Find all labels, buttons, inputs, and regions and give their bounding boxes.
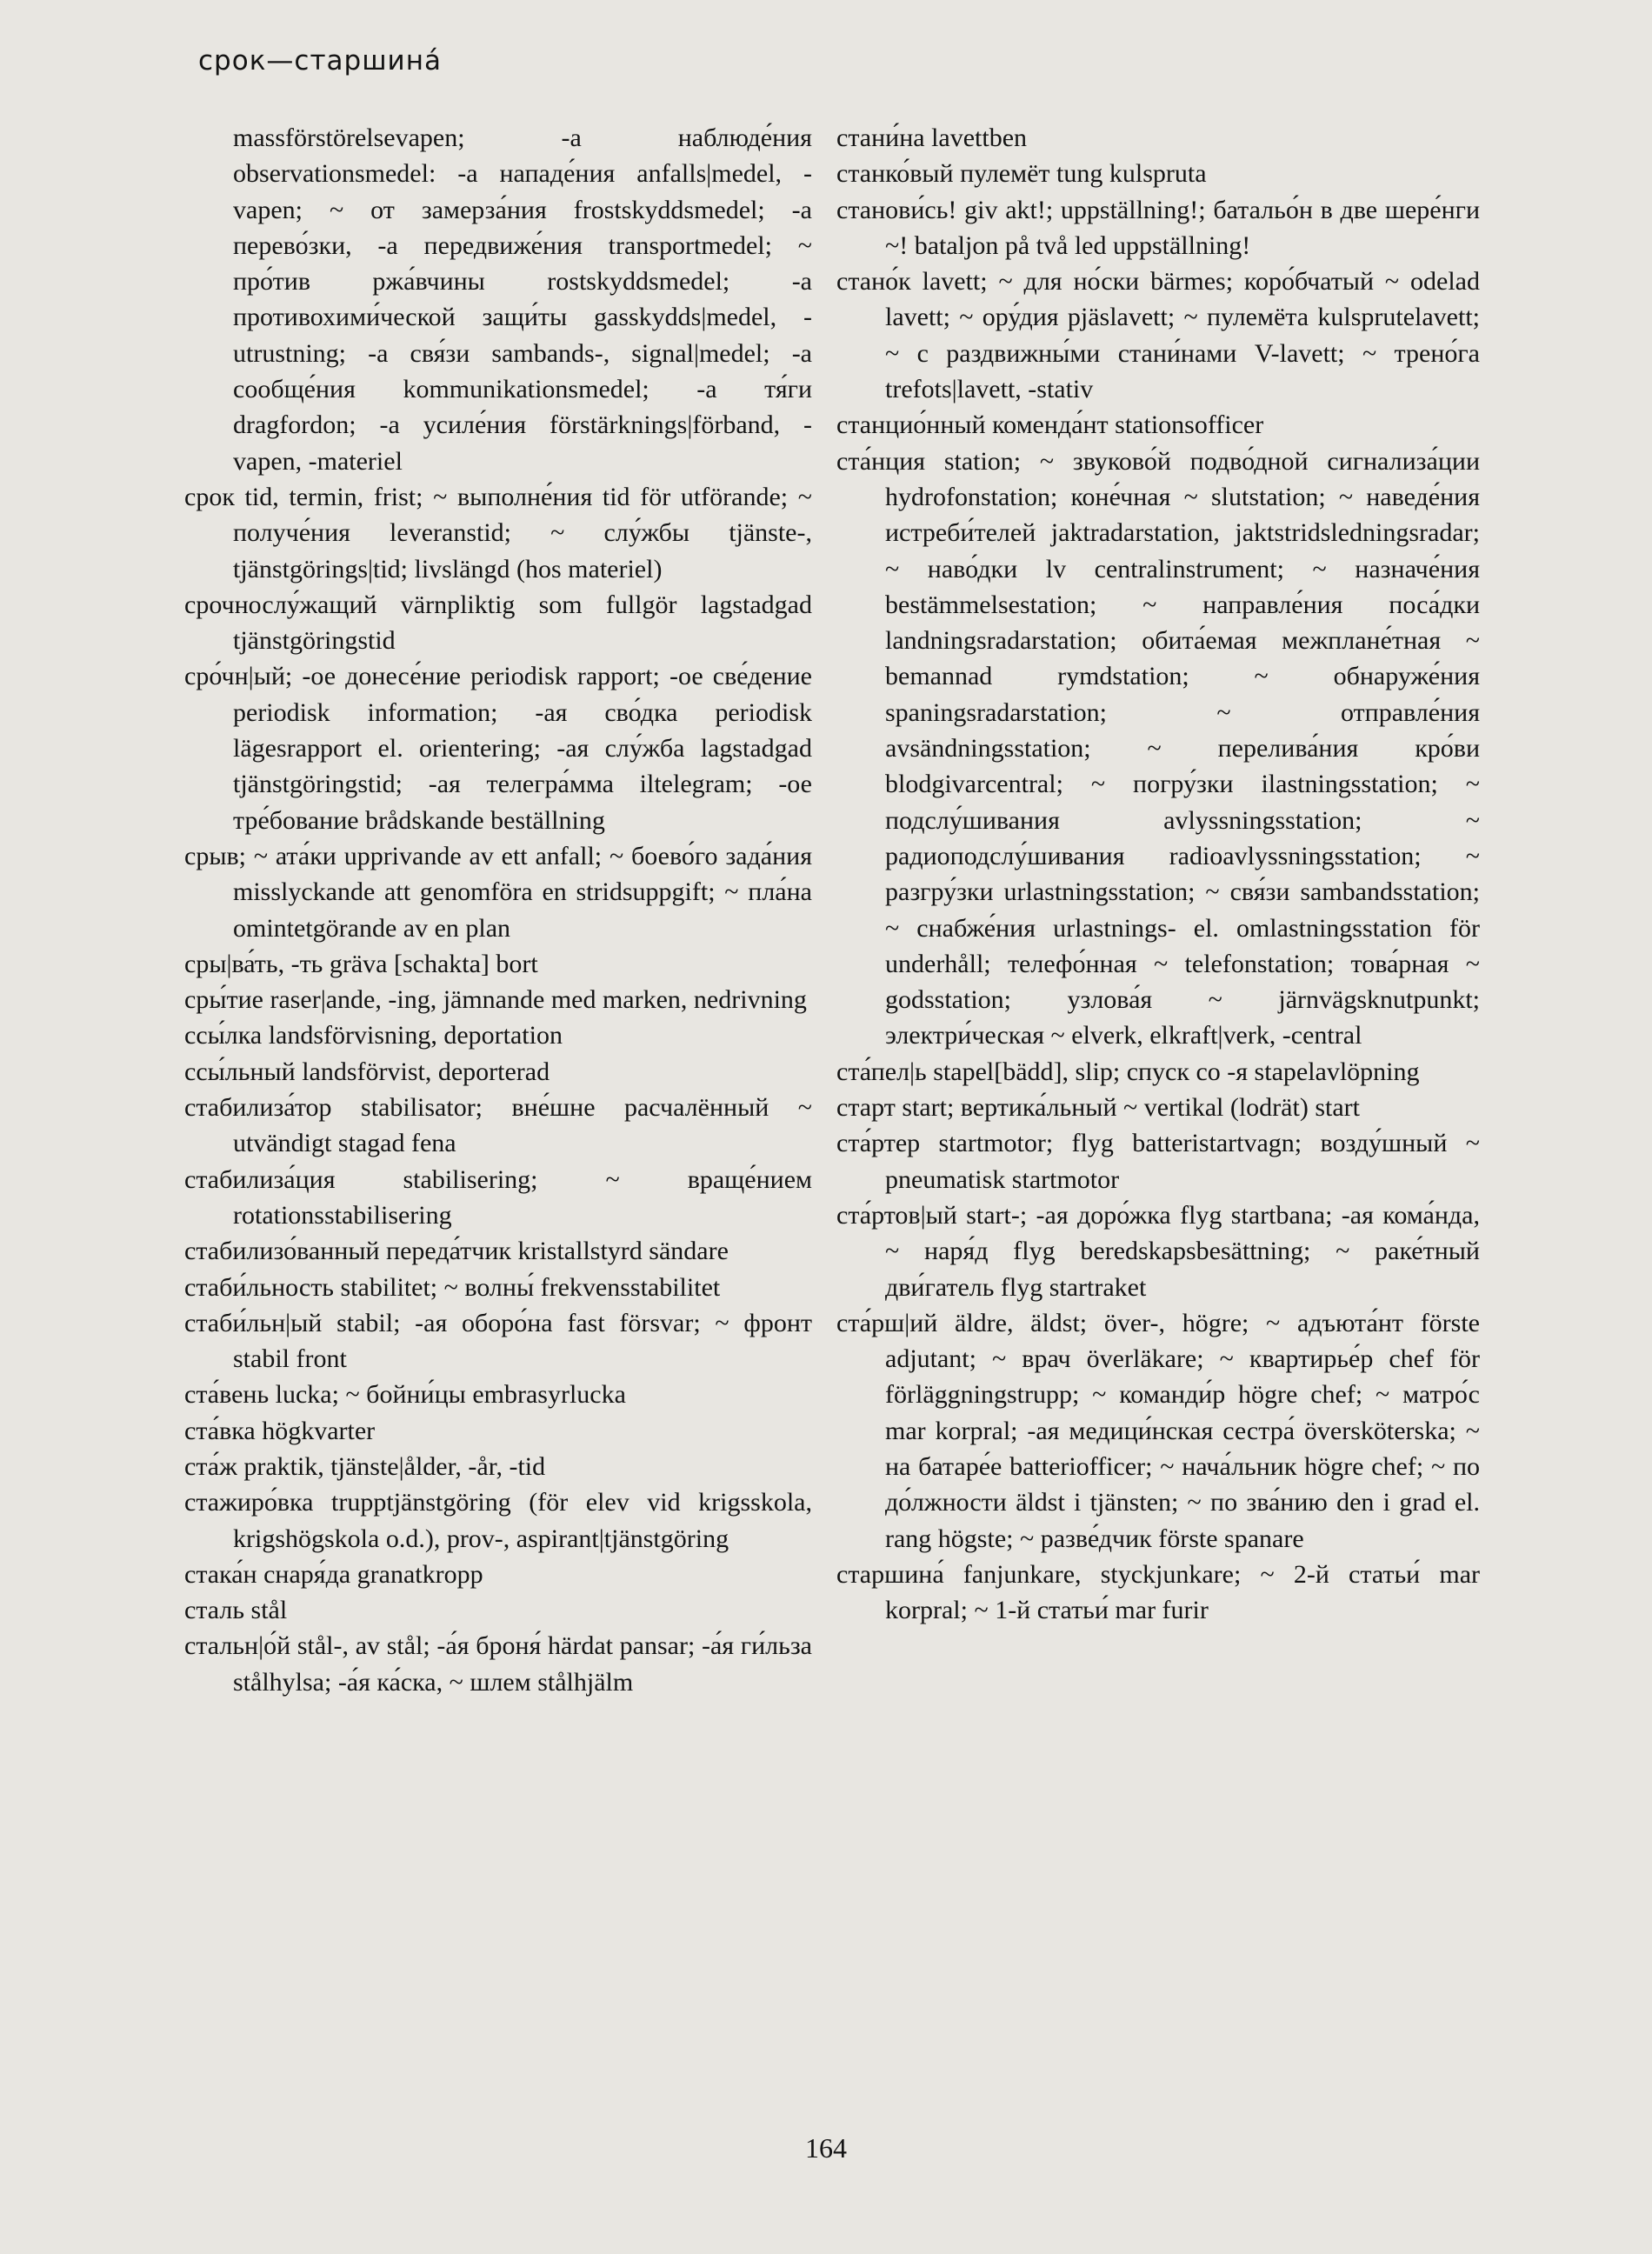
dictionary-entry: ста́вень lucka; ~ бойни́цы embrasyrlucka — [184, 1380, 626, 1410]
dictionary-entry: massförstörelsevapen; -а наблюде́ния observationsmedel: -а нападе́ния anfalls|medel, -vapen; ~ от замерза́ния frostskyddsmedel; -а перево́зки, -а передвиже́ния transportmedel; ~ про́тив ржа́вчины rostskyddsmedel; -а противохими́ческой защи́ты gasskydds|medel, -utrustning; -а свя́зи sambands-, signal|medel; -а сообще́ния kommunikationsmedel; -а тя́ги dragfordon; -а усиле́ния förstärknings|förband, -vapen, -materiel — [233, 123, 812, 476]
dictionary-entry: стани́на lavettben — [836, 123, 1028, 152]
dictionary-entry: ста́пел|ь stapel[bädd], slip; спуск со -я stapelavlöpning — [836, 1057, 1420, 1086]
dictionary-entry: старшина́ fanjunkare, styckjunkare; ~ 2-й статьи́ mar korpral; ~ 1-й статьи́ mar furir — [836, 1559, 1480, 1625]
dictionary-entry: станко́вый пулемёт tung kulspruta — [836, 159, 1207, 189]
dictionary-entry: станцио́нный коменда́нт stationsofficer — [836, 410, 1264, 440]
dictionary-entry: сро́чн|ый; -ое донесе́ние periodisk rapport; -ое све́дение periodisk information; -ая сво́дка periodisk lägesrapport el. orientering; -ая слу́жба lagstadgad tjänstgöringstid; -ая телегра́мма iltelegram; -ое тре́бование brådskande beställning — [184, 662, 812, 835]
running-header: срок—старшина́ — [198, 45, 442, 77]
dictionary-entry: ста́вка högkvarter — [184, 1416, 376, 1445]
dictionary-entry: старт start; вертика́льный ~ vertikal (lodrät) start — [836, 1093, 1360, 1123]
dictionary-entry: стаби́льн|ый stabil; -ая оборо́на fast försvar; ~ фронт stabil front — [184, 1308, 812, 1374]
dictionary-entry: срочнослу́жащий värnpliktig som fullgör lagstadgad tjänstgöringstid — [184, 590, 812, 656]
dictionary-entry: ста́ртов|ый start-; -ая доро́жка flyg startbana; -ая кома́нда, ~ наря́д flyg beredskapsbesättning; ~ раке́тный дви́гатель flyg startraket — [836, 1200, 1480, 1302]
dictionary-entry: ста́ж praktik, tjänste|ålder, -år, -tid — [184, 1451, 546, 1481]
dictionary-entry: ссы́льный landsförvist, deporterad — [184, 1057, 550, 1086]
dictionary-entry: сталь stål — [184, 1596, 288, 1625]
dictionary-entry: стано́к lavett; ~ для но́ски bärmes; коро́бчатый ~ odelad lavett; ~ ору́дия pjäslavett; ~ пулемёта kulsprutelavett; ~ с раздвижны́ми стани́нами V-lavett; ~ трено́га trefots|lavett, -stativ — [836, 267, 1480, 404]
dictionary-entry: срыв; ~ ата́ки upprivande av ett anfall; ~ боево́го зада́ния misslyckande att genomföra en stridsuppgift; ~ пла́на omintetgörande av en plan — [184, 841, 812, 943]
dictionary-entry: стабилизо́ванный переда́тчик kristallstyrd sändare — [184, 1237, 729, 1266]
dictionary-entry: стабилиза́ция stabilisering; ~ враще́нием rotationsstabilisering — [184, 1164, 812, 1230]
dictionary-entry: срок tid, termin, frist; ~ выполне́ния tid för utförande; ~ получе́ния leveranstid; ~ слу́жбы tjänste-, tjänstgörings|tid; livslängd (hos materiel) — [184, 482, 812, 584]
dictionary-entry: ста́нция station; ~ звуково́й подво́дной сигнализа́ции hydrofonstation; коне́чная ~ slutstation; ~ наведе́ния истреби́телей jaktradarstation, jaktstridsledningsradar; ~ наво́дки lv centralinstrument; ~ назначе́ния bestämmelsestation; ~ направле́ния поса́дки landningsradarstation; обита́емая межплане́тная ~ bemannad rymdstation; ~ обнаруже́ния spaningsradarstation; ~ отправле́ния avsändningsstation; ~ перелива́ния кро́ви blodgivarcentral; ~ погру́зки ilastningsstation; ~ подслу́шивания avlyssningsstation; ~ радиоподслу́шивания radioavlyssningsstation; ~ разгру́зки urlastningsstation; ~ свя́зи sambandsstation; ~ снабже́ния urlastnings- el. omlastningsstation för underhåll; телефо́нная ~ telefonstation; това́рная ~ godsstation; узлова́я ~ järnvägsknutpunkt; электри́ческая ~ elverk, elkraft|verk, -central — [836, 446, 1480, 1050]
dictionary-entry: сры|ва́ть, -ть gräva [schakta] bort — [184, 949, 538, 978]
dictionary-entry: ста́рш|ий äldre, äldst; över-, högre; ~ адъюта́нт förste adjutant; ~ врач överläkare; ~ квартирье́р chef för förläggningstrupp; ~ команди́р högre chef; ~ матро́с mar korpral; -ая медици́нская сестра́ översköterska; ~ на батаре́е batteriofficer; ~ нача́льник högre chef; ~ по до́лжности äldst i tjänsten; ~ по зва́нию den i grad el. rang högste; ~ разве́дчик förste spanare — [836, 1308, 1480, 1553]
dictionary-entry: стажиро́вка trupptjänstgöring (för elev vid krigsskola, krigshögskola o.d.), prov-, aspirant|tjänstgöring — [184, 1488, 812, 1553]
dictionary-entry: стабилиза́тор stabilisator; вне́шне расчалённый ~ utvändigt stagad fena — [184, 1093, 812, 1158]
dictionary-entry: ссы́лка landsförvisning, deportation — [184, 1021, 563, 1050]
dictionary-entry: стальн|о́й stål-, av stål; -а́я броня́ härdat pansar; -а́я ги́льза stålhylsa; -а́я ка́ска, ~ шлем stålhjälm — [184, 1631, 812, 1697]
dictionary-entry: стаби́льность stabilitet; ~ волны́ frekvensstabilitet — [184, 1272, 721, 1302]
left-column — [184, 120, 812, 1700]
dictionary-entry: станови́сь! giv akt!; uppställning!; батальо́н в две шере́нги ~! bataljon på två led uppställning! — [836, 195, 1480, 260]
dictionary-entry: сры́тие raser|ande, -ing, jämnande med marken, nedrivning — [184, 985, 807, 1015]
right-column — [836, 120, 1480, 1628]
dictionary-entry: ста́ртер startmotor; flyg batteristartvagn; возду́шный ~ pneumatisk startmotor — [836, 1129, 1480, 1194]
dictionary-entry: стака́н снаря́да granatkropp — [184, 1559, 483, 1589]
page-number: 164 — [805, 2132, 847, 2164]
